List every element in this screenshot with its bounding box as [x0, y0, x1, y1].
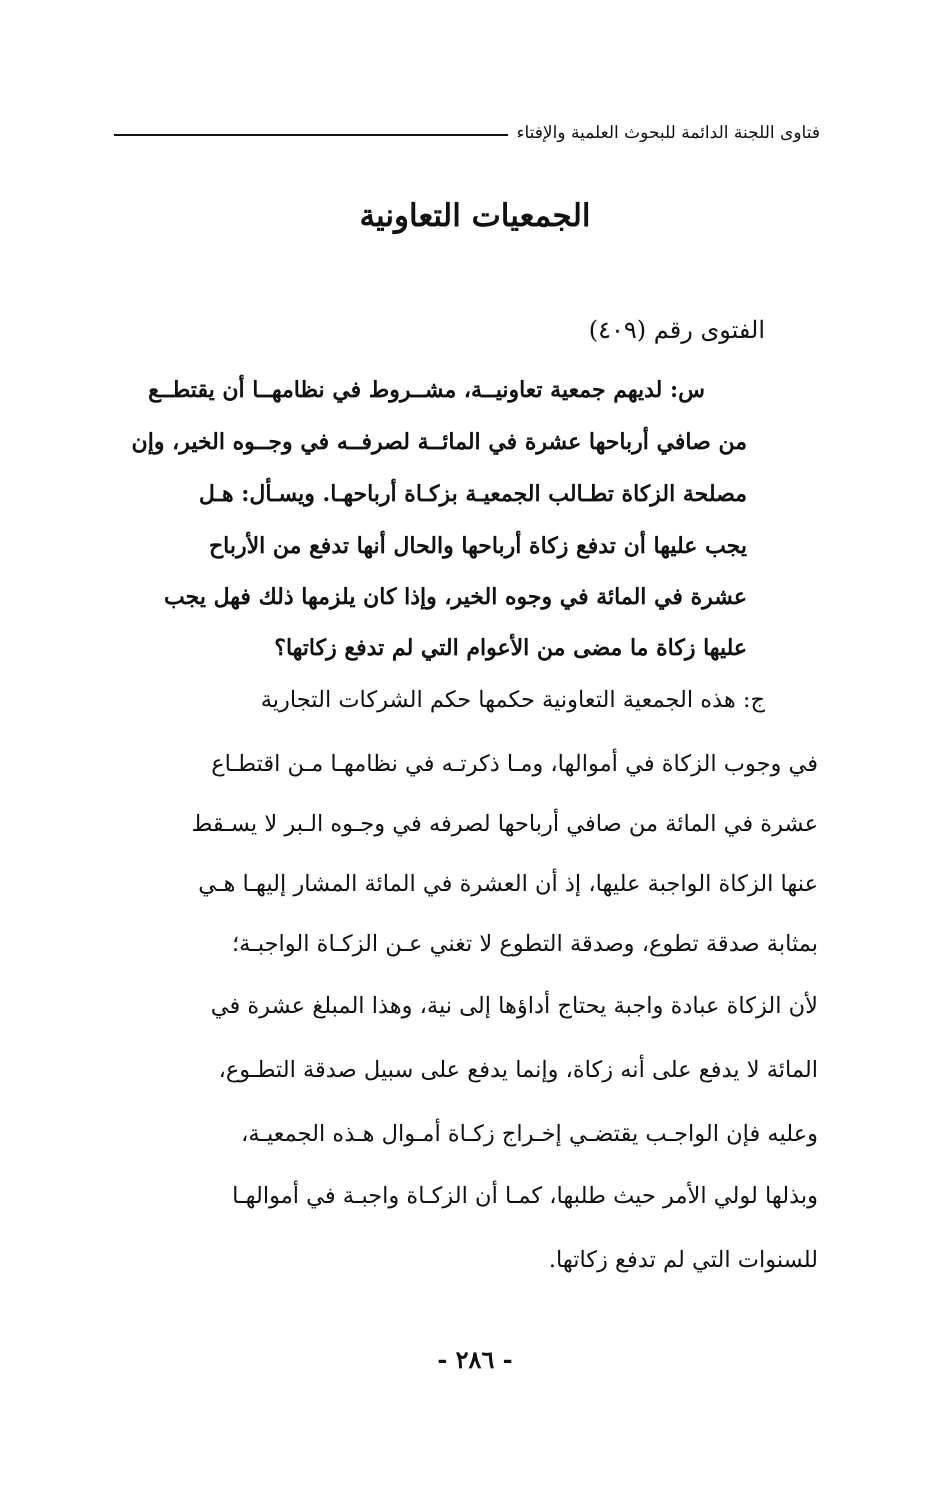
fatwa-number: الفتوى رقم (٤٠٩) — [588, 316, 765, 344]
answer-line: وعليه فإن الواجـب يقتضـي إخـراج زكـاة أمـوال هـذه الجمعيـة، — [241, 1121, 818, 1147]
answer-line: عشرة في المائة من صافي أرباحها لصرفه في وجـوه الـبر لا يسـقط — [191, 811, 818, 837]
question-line: عليها زكاة ما مضى من الأعوام التي لم تدفع زكاتها؟ — [274, 635, 747, 661]
question-line: يجب عليها أن تدفع زكاة أرباحها والحال أنها تدفع من الأرباح — [208, 533, 747, 559]
page-title: الجمعيات التعاونية — [359, 198, 591, 234]
running-header-title: فتاوى اللجنة الدائمة للبحوث العلمية والإفتاء — [516, 123, 820, 143]
answer-line: عنها الزكاة الواجبة عليها، إذ أن العشرة في المائة المشار إليهـا هـي — [198, 871, 818, 897]
answer-line: للسنوات التي لم تدفع زكاتها. — [548, 1247, 818, 1273]
answer-line: لأن الزكاة عبادة واجبة يحتاج أداؤها إلى نية، وهذا المبلغ عشرة في — [210, 993, 818, 1019]
answer-line: بمثابة صدقة تطوع، وصدقة التطوع لا تغني عـن الزكـاة الواجبـة؛ — [232, 931, 818, 957]
answer-line: في وجوب الزكاة في أموالها، ومـا ذكرتـه في نظامهـا مـن اقتطـاع — [211, 751, 818, 777]
answer-line: ج: هذه الجمعية التعاونية حكمها حكم الشركات التجارية — [260, 687, 765, 713]
question-line: مصلحة الزكاة تطـالب الجمعيـة بزكـاة أرباحهـا. ويسـأل: هـل — [198, 481, 747, 507]
answer-line: وبذلها لولي الأمر حيث طلبها، كمـا أن الزكـاة واجبـة في أموالهـا — [232, 1183, 818, 1209]
answer-line: المائة لا يدفع على أنه زكاة، وإنما يدفع على سبيل صدقة التطـوع، — [218, 1057, 818, 1083]
question-line: عشرة في المائة في وجوه الخير، وإذا كان يلزمها ذلك فهل يجب — [164, 584, 747, 610]
question-line: س: لديهم جمعية تعاونيــة، مشــروط في نظامهــا أن يقتطــع — [148, 377, 705, 403]
question-line: من صافي أرباحها عشرة في المائــة لصرفــه في وجــوه الخير، وإن — [131, 429, 747, 455]
page-number: - ٢٨٦ - — [437, 1345, 513, 1374]
